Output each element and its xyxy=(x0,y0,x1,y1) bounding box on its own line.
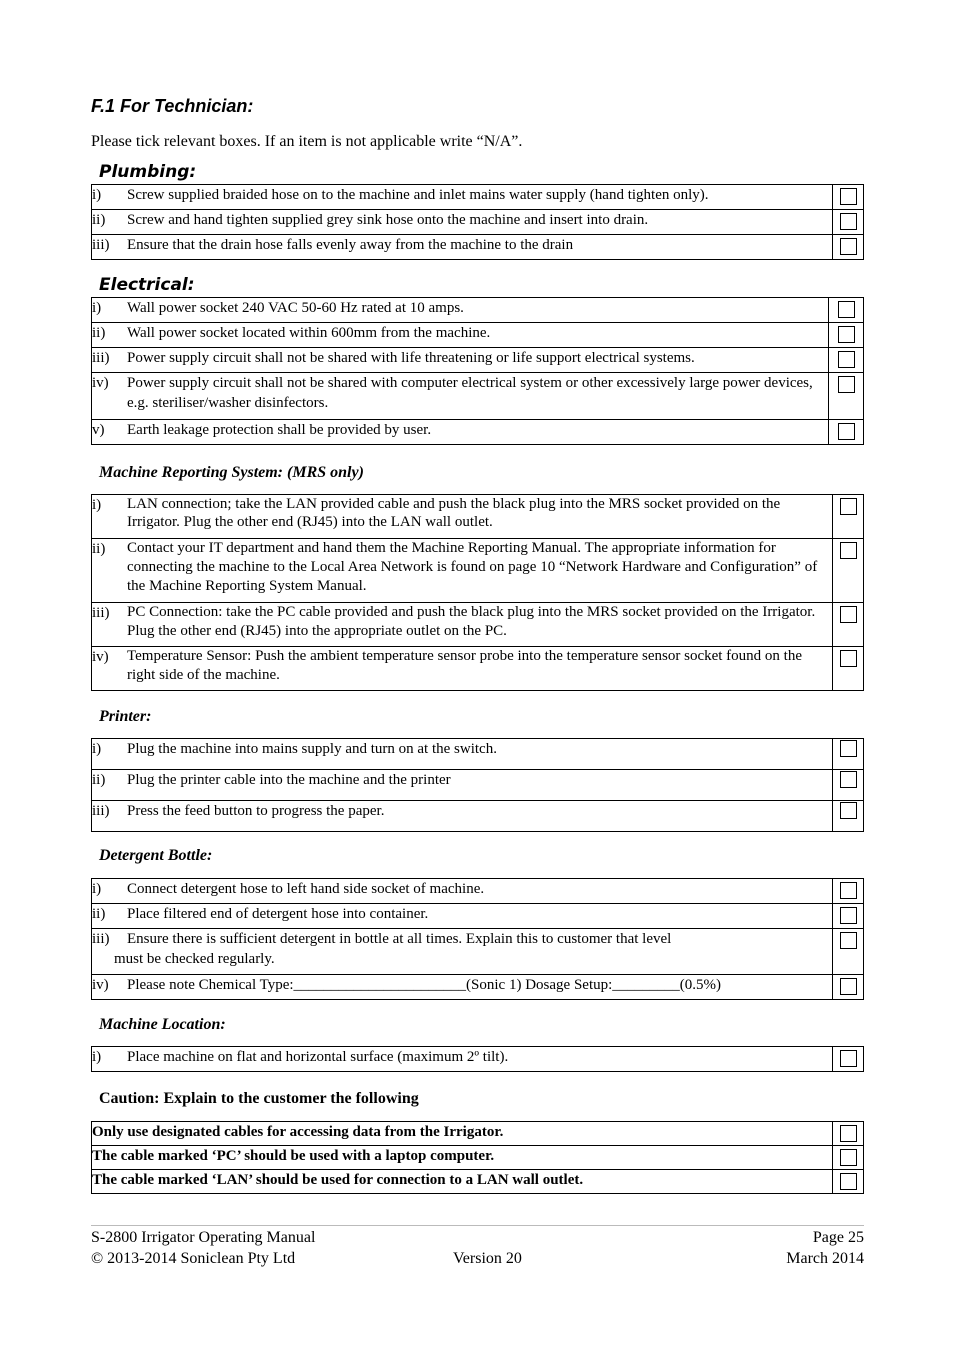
item-number: v) xyxy=(92,422,105,438)
table-row xyxy=(92,739,864,770)
item-text: Wall power socket 240 VAC 50-60 Hz rated at 10 amps. xyxy=(127,300,464,316)
checkbox[interactable] xyxy=(838,301,855,318)
table-row xyxy=(92,647,864,691)
table-row xyxy=(92,770,864,801)
location-table xyxy=(91,1046,864,1072)
item-text: Connect detergent hose to left hand side socket of machine. xyxy=(127,881,485,897)
checkbox[interactable] xyxy=(840,1050,857,1067)
caution-text: The cable marked ‘LAN’ should be used for connection to a LAN wall outlet. xyxy=(92,1172,584,1188)
checkbox[interactable] xyxy=(840,1149,857,1166)
table-row xyxy=(92,929,864,975)
item-text: Temperature Sensor: Push the ambient temperature sensor probe into the temperature sensor socket found on the right side of the machine. xyxy=(127,648,802,683)
checkbox[interactable] xyxy=(838,423,855,440)
checkbox[interactable] xyxy=(838,326,855,343)
item-text: Please note Chemical Type:_______________________(Sonic 1) Dosage Setup:_________(0.5%) xyxy=(127,977,722,993)
item-number: iv) xyxy=(92,977,109,993)
item-text: PC Connection: take the PC cable provided and push the black plug into the MRS socket provided on the Irrigator. Plug the other end (RJ45) into the appropriate outlet on the PC. xyxy=(127,604,816,639)
caution-text: The cable marked ‘PC’ should be used with a laptop computer. xyxy=(92,1148,495,1164)
caution-title: Caution: Explain to the customer the following xyxy=(99,1090,419,1107)
checkbox[interactable] xyxy=(838,376,855,393)
item-number: ii) xyxy=(92,212,106,228)
item-number: iii) xyxy=(92,605,110,621)
table-row xyxy=(92,373,864,420)
item-number: iv) xyxy=(92,649,109,665)
footer-version: Version 20 xyxy=(453,1250,522,1267)
footer-page-number: Page 25 xyxy=(812,1229,864,1246)
item-number: iii) xyxy=(92,931,110,947)
checkbox[interactable] xyxy=(840,213,857,230)
electrical-title: Electrical: xyxy=(99,275,195,295)
detergent-table xyxy=(91,878,864,1000)
item-number: ii) xyxy=(92,325,106,341)
checkbox[interactable] xyxy=(840,740,857,757)
electrical-table xyxy=(91,297,864,445)
table-row xyxy=(92,603,864,647)
intro-text: Please tick relevant boxes. If an item is not applicable write “N/A”. xyxy=(91,133,523,150)
page-heading: F.1 For Technician: xyxy=(91,96,254,116)
table-row xyxy=(92,235,864,260)
checkbox[interactable] xyxy=(840,238,857,255)
item-number: ii) xyxy=(92,772,106,788)
table-row xyxy=(92,420,864,445)
item-number: iii) xyxy=(92,237,110,253)
item-text: LAN connection; take the LAN provided cable and push the black plug into the MRS socket provided on the Irrigator. Plug the other end (RJ45) into the LAN wall outlet. xyxy=(127,496,781,530)
item-text: Place filtered end of detergent hose into container. xyxy=(127,906,429,922)
item-number: iii) xyxy=(92,803,110,819)
table-row xyxy=(92,185,864,210)
item-text: Ensure there is sufficient detergent in bottle at all times. Explain this to customer that level xyxy=(127,931,672,947)
table-row xyxy=(92,879,864,904)
item-number: i) xyxy=(92,881,102,897)
checkbox[interactable] xyxy=(840,882,857,899)
checkbox[interactable] xyxy=(840,802,857,819)
checkbox[interactable] xyxy=(840,542,857,559)
item-text: Contact your IT department and hand them the Machine Reporting Manual. The appropriate information for connecting the machine to the Local Area Network is found on page 10 “Network Hardware and Configuration” of the Machine Reporting System Manual. xyxy=(127,540,818,594)
checkbox[interactable] xyxy=(840,907,857,924)
item-text: Place machine on flat and horizontal surface (maximum 2º tilt). xyxy=(127,1049,509,1065)
table-row xyxy=(92,539,864,603)
item-number: iv) xyxy=(92,375,109,391)
checkbox[interactable] xyxy=(840,771,857,788)
item-number: ii) xyxy=(92,906,106,922)
item-text-continuation: must be checked regularly. xyxy=(114,951,275,967)
checkbox[interactable] xyxy=(840,1125,857,1142)
checkbox[interactable] xyxy=(840,932,857,949)
item-text: Press the feed button to progress the paper. xyxy=(127,803,385,819)
footer-divider xyxy=(91,1225,864,1226)
table-row xyxy=(92,904,864,929)
item-text: Power supply circuit shall not be shared with life threatening or life support electrical systems. xyxy=(127,350,695,366)
checkbox[interactable] xyxy=(838,351,855,368)
mrs-table xyxy=(91,494,864,691)
item-number: i) xyxy=(92,187,102,203)
item-number: iii) xyxy=(92,350,110,366)
caution-text: Only use designated cables for accessing data from the Irrigator. xyxy=(92,1124,504,1140)
item-text: Ensure that the drain hose falls evenly away from the machine to the drain xyxy=(127,237,574,253)
printer-table xyxy=(91,738,864,832)
footer-manual-title: S-2800 Irrigator Operating Manual xyxy=(91,1229,316,1246)
item-text: Wall power socket located within 600mm from the machine. xyxy=(127,325,491,341)
item-text: Power supply circuit shall not be shared with computer electrical system or other excessively large power devices, e.g. steriliser/washer disinfectors. xyxy=(127,375,813,411)
item-text: Earth leakage protection shall be provided by user. xyxy=(127,422,432,438)
detergent-title: Detergent Bottle: xyxy=(99,847,213,864)
item-text: Plug the machine into mains supply and turn on at the switch. xyxy=(127,741,497,757)
footer-date: March 2014 xyxy=(786,1250,864,1267)
item-number: i) xyxy=(92,741,102,757)
item-number: i) xyxy=(92,497,102,513)
footer-copyright: © 2013-2014 Soniclean Pty Ltd xyxy=(91,1250,296,1267)
plumbing-table xyxy=(91,184,864,260)
checkbox[interactable] xyxy=(840,978,857,995)
table-row xyxy=(92,1047,864,1072)
item-text: Plug the printer cable into the machine and the printer xyxy=(127,772,451,788)
checkbox[interactable] xyxy=(840,498,857,515)
printer-title: Printer: xyxy=(99,708,152,725)
table-row xyxy=(92,801,864,832)
table-row xyxy=(92,348,864,373)
item-number: i) xyxy=(92,300,102,316)
item-number: ii) xyxy=(92,541,106,557)
table-row xyxy=(92,1170,864,1194)
item-text: Screw and hand tighten supplied grey sink hose onto the machine and insert into drain. xyxy=(127,212,649,228)
checkbox[interactable] xyxy=(840,1173,857,1190)
item-text: Screw supplied braided hose on to the machine and inlet mains water supply (hand tighten only). xyxy=(127,187,709,203)
mrs-title: Machine Reporting System: (MRS only) xyxy=(99,464,364,481)
checkbox[interactable] xyxy=(840,650,857,667)
table-row xyxy=(92,975,864,1000)
table-row xyxy=(92,1122,864,1146)
table-row xyxy=(92,323,864,348)
checkbox[interactable] xyxy=(840,188,857,205)
plumbing-title: Plumbing: xyxy=(99,162,197,182)
table-row xyxy=(92,210,864,235)
table-row xyxy=(92,495,864,539)
location-title: Machine Location: xyxy=(99,1016,226,1033)
item-number: i) xyxy=(92,1049,102,1065)
table-row xyxy=(92,1146,864,1170)
table-row xyxy=(92,298,864,323)
checkbox[interactable] xyxy=(840,606,857,623)
caution-table xyxy=(91,1121,864,1194)
